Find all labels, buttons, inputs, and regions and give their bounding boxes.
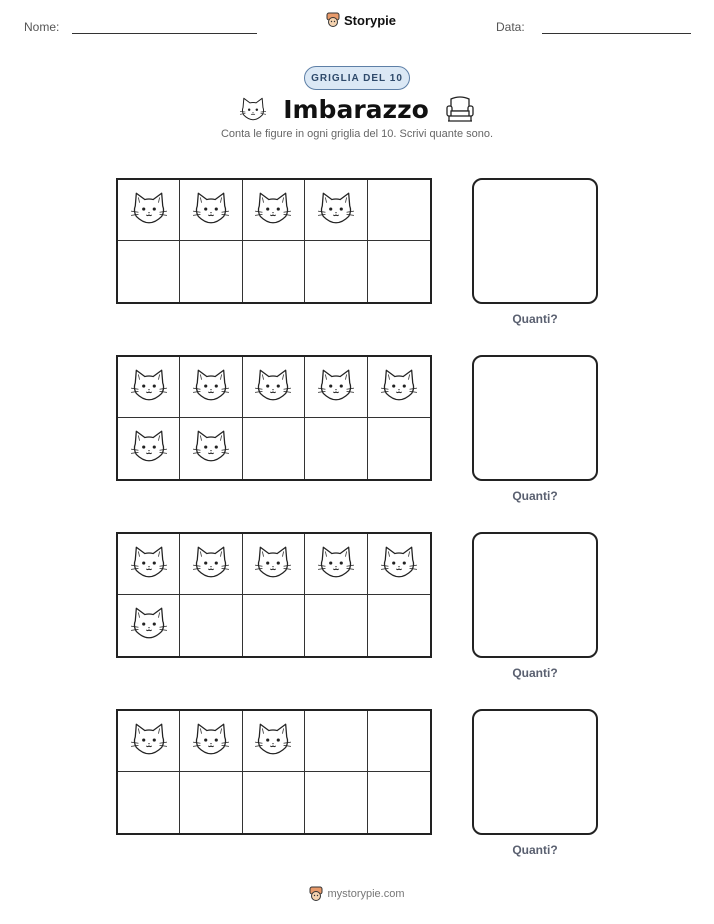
cat-face-icon: [130, 721, 168, 762]
ten-frame-cell: [243, 241, 305, 302]
page-title: Imbarazzo: [283, 94, 429, 124]
ten-frame-cell: [305, 180, 367, 241]
storypie-logo-icon: [326, 12, 340, 28]
cat-face-icon: [192, 721, 230, 762]
cat-face-icon: [317, 367, 355, 408]
ten-frame-cell: [368, 241, 430, 302]
ten-frame-cell: [243, 772, 305, 833]
cat-face-icon: [130, 367, 168, 408]
cat-face-icon: [192, 428, 230, 469]
date-write-line[interactable]: [542, 33, 691, 34]
answer-box[interactable]: [472, 178, 598, 304]
ten-frame-cell: [368, 711, 430, 772]
ten-frame-cell: [118, 772, 180, 833]
ten-frame: [116, 355, 432, 481]
ten-frame-cell: [305, 711, 367, 772]
cat-face-icon: [254, 190, 292, 231]
answer-box[interactable]: [472, 532, 598, 658]
cat-face-icon: [380, 544, 418, 585]
ten-frame-cell: [243, 418, 305, 479]
instructions: Conta le figure in ogni griglia del 10. Scrivi quante sono.: [220, 128, 494, 140]
date-label: Data:: [496, 20, 525, 34]
ten-frame-cell: [368, 418, 430, 479]
ten-frame-cell: [180, 711, 242, 772]
footer-url: mystorypie.com: [327, 888, 405, 900]
ten-frame-cell: [368, 534, 430, 595]
cat-face-icon: [254, 721, 292, 762]
ten-frame-cell: [118, 595, 180, 656]
cat-face-icon: [130, 544, 168, 585]
storypie-logo-icon: [309, 886, 323, 902]
ten-frame-cell: [305, 241, 367, 302]
quanti-label: Quanti?: [512, 666, 558, 680]
name-label: Nome:: [24, 20, 60, 34]
ten-frame-cell: [243, 357, 305, 418]
ten-frame-cell: [305, 772, 367, 833]
ten-frame-cell: [368, 595, 430, 656]
name-write-line[interactable]: [72, 33, 257, 34]
ten-frame-cell: [243, 711, 305, 772]
cat-face-icon: [130, 605, 168, 646]
ten-frame-cell: [305, 534, 367, 595]
armchair-icon: [445, 95, 475, 123]
ten-frame-cell: [118, 180, 180, 241]
cat-face-icon: [317, 190, 355, 231]
ten-frame-cell: [368, 772, 430, 833]
answer-box[interactable]: [472, 355, 598, 481]
footer: [0, 886, 714, 902]
answer-box[interactable]: [472, 709, 598, 835]
ten-frame-cell: [180, 772, 242, 833]
cat-face-icon: [130, 428, 168, 469]
ten-frame: [116, 532, 432, 658]
cat-face-icon: [192, 544, 230, 585]
ten-frame-cell: [118, 357, 180, 418]
ten-frame-cell: [118, 711, 180, 772]
worksheet-type-badge: GRIGLIA DEL 10: [304, 66, 410, 90]
cat-face-icon: [380, 367, 418, 408]
ten-frame-cell: [180, 595, 242, 656]
ten-frame-cell: [305, 595, 367, 656]
cat-face-icon: [317, 544, 355, 585]
ten-frame-cell: [368, 357, 430, 418]
cat-face-icon: [130, 190, 168, 231]
ten-frame-cell: [118, 534, 180, 595]
ten-frame-cell: [180, 418, 242, 479]
quanti-label: Quanti?: [512, 489, 558, 503]
cat-face-icon: [254, 544, 292, 585]
ten-frame: [116, 709, 432, 835]
ten-frame-cell: [368, 180, 430, 241]
ten-frame-cell: [243, 595, 305, 656]
cat-face-icon: [239, 96, 267, 122]
ten-frame-cell: [180, 180, 242, 241]
ten-frame-cell: [305, 418, 367, 479]
ten-frame-cell: [118, 241, 180, 302]
quanti-label: Quanti?: [512, 843, 558, 857]
ten-frame: [116, 178, 432, 304]
ten-frame-cell: [305, 357, 367, 418]
cat-face-icon: [192, 190, 230, 231]
quanti-label: Quanti?: [512, 312, 558, 326]
cat-face-icon: [192, 367, 230, 408]
ten-frame-cell: [118, 418, 180, 479]
brand-name: Storypie: [344, 12, 397, 28]
ten-frame-cell: [243, 180, 305, 241]
ten-frame-cell: [243, 534, 305, 595]
ten-frame-cell: [180, 241, 242, 302]
cat-face-icon: [254, 367, 292, 408]
ten-frame-cell: [180, 357, 242, 418]
ten-frame-cell: [180, 534, 242, 595]
brand: [326, 12, 396, 28]
title-row: [0, 92, 714, 126]
